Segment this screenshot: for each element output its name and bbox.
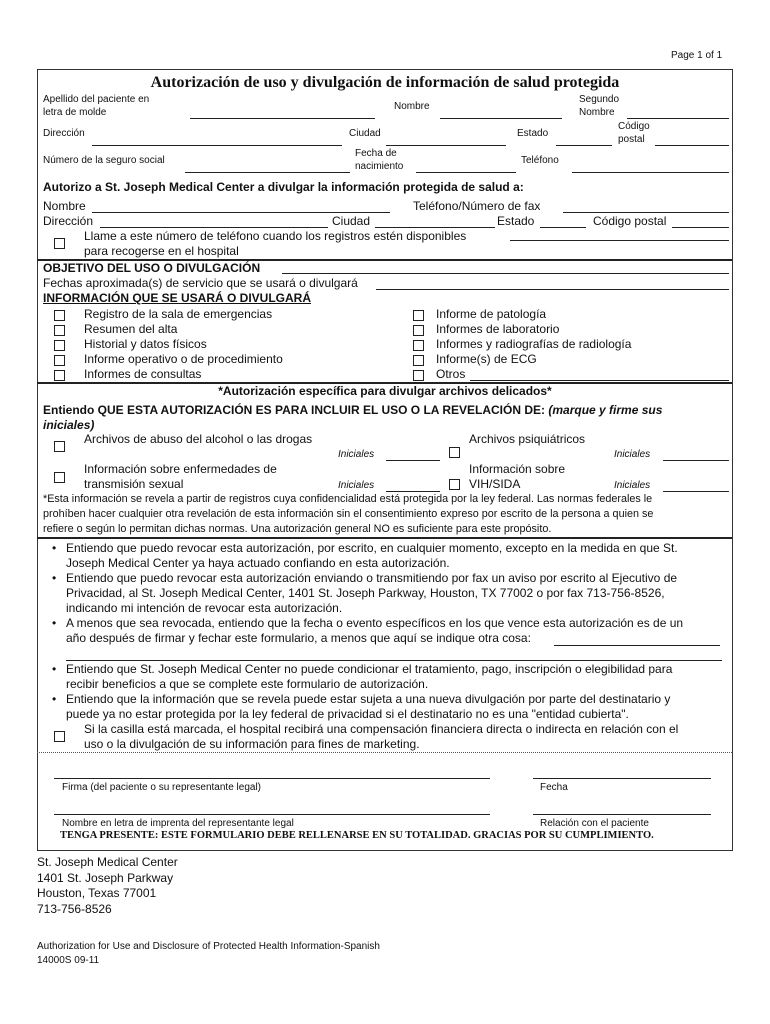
recipient-city-field[interactable]: [375, 227, 495, 228]
dotted-divider: [37, 752, 732, 753]
last-name-label-1: Apellido del paciente en: [43, 94, 150, 105]
address-field[interactable]: [92, 145, 342, 146]
footer-code: 14000S 09-11: [37, 955, 100, 966]
footer-title: Authorization for Use and Disclosure of Protected Health Information-Spanish: [37, 941, 380, 952]
address-line-3: Houston, Texas 77001: [37, 886, 157, 900]
ssn-label: Número de la seguro social: [43, 155, 165, 166]
other-field[interactable]: [470, 380, 729, 381]
checkbox-radiology[interactable]: [413, 340, 424, 351]
checkbox-operative[interactable]: [54, 355, 65, 366]
call-checkbox[interactable]: [54, 238, 65, 249]
checkbox-psych[interactable]: [449, 447, 460, 458]
bullet-icon: •: [52, 616, 57, 630]
std-initials-field[interactable]: [386, 491, 440, 492]
expiration-field[interactable]: [554, 645, 720, 646]
middle-name-label-1: Segundo: [579, 94, 620, 105]
first-name-field[interactable]: [440, 118, 562, 119]
address-line-4: 713-756-8526: [37, 902, 112, 916]
bullet-3-line-1: A menos que sea revocada, entiendo que la fecha o evento específicos en los que vence esta autorización es de un: [66, 616, 684, 630]
sensitive-heading: *Autorización específica para divulgar archivos delicados*: [218, 384, 552, 398]
relation-label: Relación con el paciente: [540, 818, 649, 829]
item-consults: Informes de consultas: [84, 367, 202, 381]
rep-name-label: Nombre en letra de imprenta del representante legal: [62, 818, 294, 829]
psych-initials-label: Iniciales: [614, 449, 651, 460]
note-line-2: prohíben hacer cualquier otra revelación de esta información sin el consentimiento expreso por escrito de la persona a quien se: [43, 508, 654, 520]
state-label: Estado: [517, 128, 549, 139]
hiv-label-2: VIH/SIDA: [469, 477, 521, 491]
expiration-field-2[interactable]: [66, 660, 722, 661]
checkbox-er-record[interactable]: [54, 310, 65, 321]
state-field[interactable]: [556, 145, 612, 146]
recipient-city-label: Ciudad: [332, 214, 371, 228]
bullet-icon: •: [52, 541, 57, 555]
address-label: Dirección: [43, 128, 85, 139]
dob-field[interactable]: [416, 172, 516, 173]
hiv-initials-label: Iniciales: [614, 480, 651, 491]
checkbox-pathology[interactable]: [413, 310, 424, 321]
signature-field[interactable]: [54, 778, 490, 779]
note-line-3: refiere o según lo permitan dichas normas. Una autorización general NO es suficiente para este propósito.: [43, 523, 552, 535]
last-name-label-2: letra de molde: [43, 107, 107, 118]
rep-name-field[interactable]: [54, 814, 490, 815]
recipient-zip-label: Código postal: [593, 214, 667, 228]
dob-label-2: nacimiento: [355, 161, 404, 172]
recipient-phone-field[interactable]: [563, 212, 729, 213]
std-label-1: Información sobre enfermedades de: [84, 462, 277, 476]
ssn-field[interactable]: [185, 172, 350, 173]
item-ecg: Informe(s) de ECG: [436, 352, 537, 366]
dob-label-1: Fecha de: [355, 148, 397, 159]
call-label-1: Llame a este número de teléfono cuando los registros estén disponibles: [84, 229, 467, 243]
call-phone-field[interactable]: [510, 240, 729, 241]
std-initials-label: Iniciales: [338, 480, 375, 491]
section-divider-3: [37, 537, 732, 539]
first-name-label: Nombre: [394, 101, 430, 112]
last-name-field[interactable]: [190, 118, 375, 119]
recipient-address-label: Dirección: [43, 214, 94, 228]
bullet-4-line-2: recibir beneficios a que se complete este formulario de autorización.: [66, 677, 429, 691]
relation-field[interactable]: [533, 814, 711, 815]
recipient-address-field[interactable]: [100, 227, 328, 228]
phone-label: Teléfono: [521, 155, 559, 166]
signature-label: Firma (del paciente o su representante legal): [62, 782, 261, 793]
checkbox-lab[interactable]: [413, 325, 424, 336]
address-line-2: 1401 St. Joseph Parkway: [37, 871, 174, 885]
zip-label-2: postal: [618, 134, 645, 145]
bullet-5-line-1: Entiendo que la información que se revela puede estar sujeta a una nueva divulgación por parte del destinatario y: [66, 692, 671, 706]
bullet-icon: •: [52, 571, 57, 585]
info-heading: INFORMACIÓN QUE SE USARÁ O DIVULGARÁ: [43, 291, 312, 305]
bullet-icon: •: [52, 662, 57, 676]
zip-label-1: Código: [618, 121, 650, 132]
bullet-icon: •: [52, 692, 57, 706]
recipient-phone-label: Teléfono/Número de fax: [413, 199, 541, 213]
item-other: Otros: [436, 367, 466, 381]
phone-field[interactable]: [572, 172, 729, 173]
purpose-heading: OBJETIVO DEL USO O DIVULGACIÓN: [43, 261, 261, 275]
checkbox-hiv[interactable]: [449, 479, 460, 490]
bullet-1-line-2: Joseph Medical Center ya haya actuado confiando en esta autorización.: [66, 556, 450, 570]
bullet-3-line-2: año después de firmar y fechar este formulario, a menos que aquí se indique otra cosa:: [66, 631, 531, 645]
recipient-name-field[interactable]: [92, 212, 390, 213]
item-er-record: Registro de la sala de emergencias: [84, 307, 273, 321]
marketing-line-1: Si la casilla está marcada, el hospital recibirá una compensación financiera directa o indirecta en relación con el: [84, 722, 679, 736]
date-field[interactable]: [533, 778, 711, 779]
item-discharge: Resumen del alta: [84, 322, 178, 336]
alcohol-initials-field[interactable]: [386, 460, 440, 461]
recipient-state-label: Estado: [497, 214, 535, 228]
marketing-line-2: uso o la divulgación de su información para fines de marketing.: [84, 737, 420, 751]
address-line-1: St. Joseph Medical Center: [37, 855, 178, 869]
bullet-2-line-3: indicando mi intención de revocar esta autorización.: [66, 601, 343, 615]
recipient-zip-field[interactable]: [672, 227, 729, 228]
purpose-field[interactable]: [282, 273, 729, 274]
service-dates-field[interactable]: [376, 289, 729, 290]
checkbox-discharge[interactable]: [54, 325, 65, 336]
item-operative: Informe operativo o de procedimiento: [84, 352, 283, 366]
date-label: Fecha: [540, 782, 568, 793]
alcohol-label: Archivos de abuso del alcohol o las drogas: [84, 432, 313, 446]
bullet-4-line-1: Entiendo que St. Joseph Medical Center no puede condicionar el tratamiento, pago, inscripción o elegibilidad para: [66, 662, 673, 676]
item-lab: Informes de laboratorio: [436, 322, 560, 336]
recipient-state-field[interactable]: [540, 227, 586, 228]
middle-name-field[interactable]: [627, 118, 729, 119]
bullet-1-line-1: Entiendo que puedo revocar esta autorización, por escrito, en cualquier momento, excepto en la medida en que St.: [66, 541, 678, 555]
checkbox-marketing[interactable]: [54, 731, 65, 742]
item-history: Historial y datos físicos: [84, 337, 207, 351]
psych-initials-field[interactable]: [663, 460, 729, 461]
zip-field[interactable]: [655, 145, 729, 146]
checkbox-ecg[interactable]: [413, 355, 424, 366]
checkbox-history[interactable]: [54, 340, 65, 351]
recipient-heading: Autorizo a St. Joseph Medical Center a divulgar la información protegida de salud a:: [43, 180, 524, 194]
item-radiology: Informes y radiografías de radiología: [436, 337, 632, 351]
understand-italic-2: iniciales): [43, 418, 95, 432]
checkbox-consults[interactable]: [54, 370, 65, 381]
psych-label: Archivos psiquiátricos: [469, 432, 586, 446]
alcohol-initials-label: Iniciales: [338, 449, 375, 460]
bullet-2-line-1: Entiendo que puedo revocar esta autorización enviando o transmitiendo por fax un aviso por escrito al Ejecutivo de: [66, 571, 678, 585]
bullet-2-line-2: Privacidad, al St. Joseph Medical Center, 1401 St. Joseph Parkway, Houston, TX 77002 o por fax 713-756-8526,: [66, 586, 665, 600]
hiv-initials-field[interactable]: [663, 491, 729, 492]
std-label-2: transmisión sexual: [84, 477, 184, 491]
checkbox-std[interactable]: [54, 472, 65, 483]
bullet-5-line-2: puede ya no estar protegida por la ley federal de privacidad si el destinatario no es una "entidad cubierta".: [66, 707, 629, 721]
understand-text: [43, 403, 662, 417]
hiv-label-1: Información sobre: [469, 462, 566, 476]
checkbox-alcohol[interactable]: [54, 441, 65, 452]
understand-bold: Entiendo QUE ESTA AUTORIZACIÓN ES PARA INCLUIR EL USO O LA REVELACIÓN DE:: [43, 403, 546, 417]
service-dates-label: Fechas aproximada(s) de servicio que se usará o divulgará: [43, 276, 358, 290]
page-number: Page 1 of 1: [671, 50, 723, 61]
checkbox-other[interactable]: [413, 370, 424, 381]
recipient-name-label: Nombre: [43, 199, 86, 213]
understand-italic: (marque y firme sus: [548, 403, 663, 417]
item-pathology: Informe de patología: [436, 307, 547, 321]
call-label-2: para recogerse en el hospital: [84, 244, 239, 258]
form-title: Autorización de uso y divulgación de información de salud protegida: [150, 74, 620, 91]
note-line-1: *Esta información se revela a partir de registros cuya confidencialidad está protegida por la ley federal. Las normas federales le: [43, 493, 653, 505]
city-field[interactable]: [386, 145, 506, 146]
city-label: Ciudad: [349, 128, 381, 139]
middle-name-label-2: Nombre: [579, 107, 615, 118]
notice-text: TENGA PRESENTE: ESTE FORMULARIO DEBE RELLENARSE EN SU TOTALIDAD. GRACIAS POR SU CUMPLIMIENTO.: [60, 830, 654, 841]
